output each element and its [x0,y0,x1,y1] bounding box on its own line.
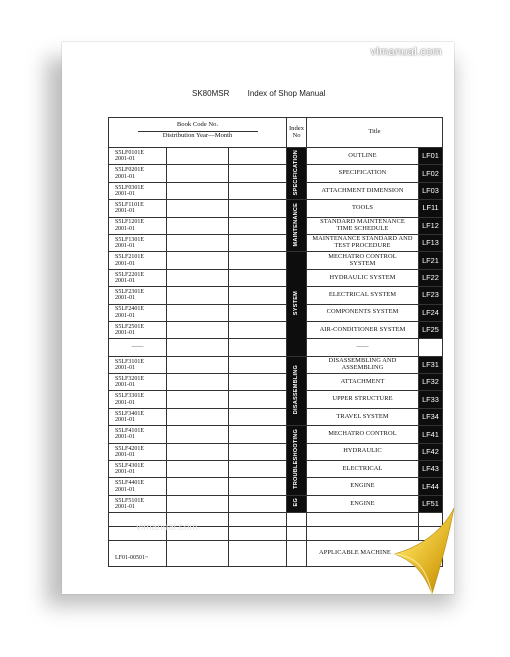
table-row-placeholder [109,339,443,356]
table-row [109,165,443,182]
index-code: LF41 [419,426,443,443]
table-row [109,217,443,234]
book-code-cell [109,165,167,182]
index-code: LF42 [419,443,443,460]
title-cell: ELECTRICAL [307,461,419,478]
table-row [109,461,443,478]
distribution: 2001-01 [115,451,135,458]
title-cell: ATTACHMENT DIMENSION [307,182,419,199]
title-line: MAINTENANCE STANDARD AND [312,235,413,243]
book-code-cell [109,234,167,251]
book-code: S5LF2201E [115,271,145,278]
title-line: TEST PROCEDURE [334,242,391,250]
title-cell: ENGINE [307,495,419,512]
blank-cell [229,200,287,217]
blank-cell [167,252,229,269]
blank-cell [167,495,229,512]
book-code-label: Book Code No. [176,121,219,128]
title-line: MECHATRO CONTROL [328,252,397,260]
title-cell: HYDRAULIC [307,443,419,460]
blank-cell [229,182,287,199]
book-code: S5LF1101E [115,202,144,209]
blank-cell [167,408,229,425]
distribution: 2001-01 [115,469,135,476]
book-code: S5LF3101E [115,358,145,365]
distribution: 2001-01 [115,173,135,180]
distribution: 2001-01 [115,399,135,406]
distribution: 2001-01 [115,260,135,267]
book-code: S5LF2301E [115,289,145,296]
title-cell: TRAVEL SYSTEM [307,408,419,425]
blank-cell [419,339,443,356]
title-line: STANDARD MAINTENANCE [320,218,405,226]
index-code: LF02 [419,165,443,182]
table-row [109,182,443,199]
blank-cell [167,443,229,460]
index-no-header [287,118,307,148]
title-cell: MECHATRO CONTROL [307,426,419,443]
book-code: S5LF0101E [115,149,145,156]
index-code: LF13 [419,234,443,251]
dash-placeholder: —— [307,339,419,356]
book-code-cell [109,478,167,495]
title-cell: HYDRAULIC SYSTEM [307,269,419,286]
distribution: 2001-01 [115,225,135,232]
table-row [109,356,443,373]
blank-cell [167,200,229,217]
book-code: S5LF4101E [115,428,145,435]
book-code-cell [109,374,167,391]
blank-cell [167,234,229,251]
title-cell: ELECTRICAL SYSTEM [307,287,419,304]
distribution: 2001-01 [115,277,135,284]
index-code: LF31 [419,356,443,373]
blank-cell [287,541,307,567]
section-label: SYSTEM [292,290,299,315]
blank-cell [167,165,229,182]
title-cell [307,217,419,234]
distribution: 2001-01 [115,504,135,510]
book-code: S5LF1201E [115,219,145,226]
book-code: S5LF2101E [115,254,145,261]
footer-code: LF01-00501~ [109,541,167,567]
title-cell: OUTLINE [307,148,419,165]
index-code: LF24 [419,304,443,321]
index-code: LF34 [419,408,443,425]
table-row [109,148,443,165]
blank-cell [229,165,287,182]
section-system [287,252,307,356]
book-code-cell [109,200,167,217]
table-row [109,478,443,495]
blank-cell [229,252,287,269]
dash-placeholder: —— [109,339,167,356]
book-code-cell [109,443,167,460]
book-code-cell [109,391,167,408]
title-cell: UPPER STRUCTURE [307,391,419,408]
index-code: LF32 [419,374,443,391]
table-row [109,304,443,321]
book-code-cell [109,148,167,165]
blank-cell [229,461,287,478]
title-line: DISASSEMBLING AND [328,357,397,365]
title-cell: COMPONENTS SYSTEM [307,304,419,321]
book-code-cell [109,461,167,478]
index-code: LF01 [419,148,443,165]
blank-cell [167,321,229,338]
blank-cell [229,495,287,512]
distribution: 2001-01 [115,312,135,319]
book-code-header [109,118,287,148]
distribution: 2001-01 [115,156,135,163]
section-specification [287,148,307,200]
table-row [109,443,443,460]
blank-cell [229,304,287,321]
table-row [109,374,443,391]
book-code: S5LF3401E [115,410,145,417]
blank-cell [229,391,287,408]
distribution: 2001-01 [115,208,135,215]
blank-cell [229,443,287,460]
book-code-cell [109,356,167,373]
blank-cell [229,426,287,443]
book-code-cell [109,287,167,304]
blank-cell [229,148,287,165]
model-name: SK80MSR [192,89,230,98]
blank-cell [229,234,287,251]
distribution: 2001-01 [115,364,135,371]
section-maintenance [287,200,307,252]
page-curl-icon [384,508,456,598]
blank-cell [229,269,287,286]
distribution: 2001-01 [115,243,135,250]
distribution: 2001-01 [115,295,135,302]
table-row [109,426,443,443]
section-eg [287,495,307,512]
blank-cell [167,426,229,443]
faint-watermark: vlmanual.com [136,522,198,533]
distribution: 2001-01 [115,486,135,493]
no-label: No [292,131,301,139]
blank-cell [167,182,229,199]
title-cell: SPECIFICATION [307,165,419,182]
distribution: 2001-01 [115,434,135,441]
book-code: S5LF4301E [115,462,145,469]
index-code: LF12 [419,217,443,234]
blank-cell [287,513,307,527]
index-code: LF11 [419,200,443,217]
table-row [109,408,443,425]
blank-cell [229,527,287,541]
blank-cell [167,287,229,304]
book-code-cell [109,182,167,199]
section-label: TROUBLESHOOTING [292,429,299,490]
index-code: LF33 [419,391,443,408]
index-code: LF21 [419,252,443,269]
section-troubleshooting [287,426,307,496]
blank-cell [167,391,229,408]
book-code: S5LF0201E [115,167,145,174]
blank-cell [167,304,229,321]
distribution: 2001-01 [115,190,135,197]
table-row [109,321,443,338]
blank-cell [167,217,229,234]
section-label: DISASSEMBLING [292,365,299,415]
book-code: S5LF4401E [115,480,145,487]
blank-cell [229,356,287,373]
blank-cell [229,478,287,495]
book-code: S5LF0301E [115,184,145,191]
header-row [109,118,443,148]
distribution: 2001-01 [115,382,135,389]
book-code-cell [109,217,167,234]
title-line: SYSTEM [349,259,376,267]
table-row [109,287,443,304]
distribution-label: Distribution Year—Month [162,131,233,139]
book-code-cell [109,426,167,443]
title-line: TIME SCHEDULE [336,224,389,232]
blank-cell [229,541,287,567]
title-cell [307,252,419,269]
book-code-cell [109,321,167,338]
book-code: S5LF4201E [115,445,145,452]
title-line: ASSEMBLING [341,363,384,371]
title-cell: ENGINE [307,478,419,495]
blank-cell [167,269,229,286]
blank-cell [167,339,229,356]
page-title [192,89,325,98]
table-row [109,200,443,217]
index-code: LF43 [419,461,443,478]
blank-cell [167,478,229,495]
table-row [109,252,443,269]
book-code-cell [109,252,167,269]
blank-cell [167,374,229,391]
section-label: SPECIFICATION [292,149,299,195]
index-code: LF23 [419,287,443,304]
book-code-cell [109,269,167,286]
distribution: 2001-01 [115,330,135,337]
book-code: S5LF5101E [115,497,145,504]
title-cell: TOOLS [307,200,419,217]
title-cell [307,356,419,373]
book-code: S5LF2501E [115,323,145,330]
blank-cell [229,408,287,425]
blank-cell [167,541,229,567]
watermark: vlmanual.com [370,46,442,58]
blank-cell [287,527,307,541]
index-code: LF44 [419,478,443,495]
blank-cell [229,339,287,356]
document-title: Index of Shop Manual [247,89,326,98]
blank-cell [167,461,229,478]
title-cell: ATTACHMENT [307,374,419,391]
blank-cell [167,356,229,373]
blank-cell [167,148,229,165]
blank-cell [229,321,287,338]
title-header: Title [307,118,443,148]
blank-cell [229,513,287,527]
table-row [109,234,443,251]
book-code: S5LF1301E [115,236,145,243]
blank-cell [229,217,287,234]
section-label: MAINTENANCE [292,202,299,247]
applicable-machine-label: APPLICABLE MACHINE [307,541,443,567]
index-label: Index [288,124,304,132]
index-code: LF03 [419,182,443,199]
book-code-cell [109,304,167,321]
book-code-cell [109,495,167,512]
section-label: EG [292,498,299,507]
book-code: S5LF2401E [115,306,145,313]
index-table [108,117,443,567]
table-row [109,391,443,408]
blank-cell [229,374,287,391]
book-code-cell [109,408,167,425]
index-code: LF22 [419,269,443,286]
section-disassembling [287,356,307,426]
book-code: S5LF3201E [115,375,145,382]
distribution: 2001-01 [115,417,135,424]
title-cell: AIR-CONDITIONER SYSTEM [307,321,419,338]
blank-cell [229,287,287,304]
title-cell [307,234,419,251]
table-row [109,269,443,286]
index-code: LF25 [419,321,443,338]
index-code: LF51 [419,495,443,512]
book-code: S5LF3301E [115,393,145,400]
